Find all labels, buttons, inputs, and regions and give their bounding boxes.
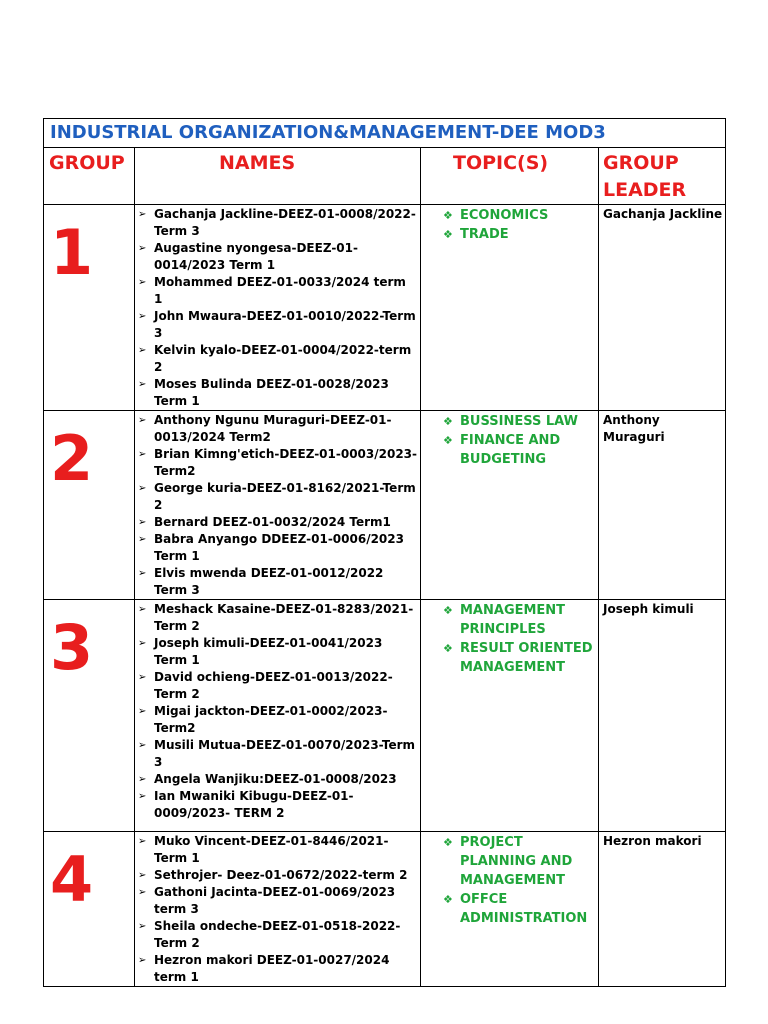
member-name: Hezron makori DEEZ-01-0027/2024 term 1 — [154, 953, 390, 984]
topic-item — [443, 431, 594, 469]
topic-item — [443, 225, 594, 244]
topic-label: OFFCE ADMINISTRATION — [460, 892, 588, 926]
four-diamond-bullet-icon: ❖ — [443, 642, 453, 655]
topic-list — [421, 205, 598, 244]
group-leader-name: Gachanja Jackline — [599, 205, 726, 411]
member-name: Gachanja Jackline-DEEZ-01-0008/2022-Term 3 — [154, 207, 416, 238]
topic-item — [443, 206, 594, 225]
topic-label: MANAGEMENT PRINCIPLES — [460, 603, 566, 637]
member-item — [138, 635, 418, 669]
member-name: Migai jackton-DEEZ-01-0002/2023-Term2 — [154, 704, 388, 735]
arrowhead-bullet-icon: ➢ — [138, 955, 147, 966]
four-diamond-bullet-icon: ❖ — [443, 434, 453, 447]
four-diamond-bullet-icon: ❖ — [443, 209, 453, 222]
table-title: INDUSTRIAL ORGANIZATION&MANAGEMENT-DEE MOD3 — [44, 119, 726, 148]
topic-item — [443, 890, 594, 928]
group-leader-name: Hezron makori — [599, 832, 726, 987]
group-number: 1 — [44, 205, 135, 411]
member-item — [138, 833, 418, 867]
four-diamond-bullet-icon: ❖ — [443, 228, 453, 241]
group-row — [44, 411, 726, 600]
title-row — [44, 119, 726, 148]
arrowhead-bullet-icon: ➢ — [138, 638, 147, 649]
arrowhead-bullet-icon: ➢ — [138, 534, 147, 545]
member-item — [138, 601, 418, 635]
member-item — [138, 206, 418, 240]
member-item — [138, 308, 418, 342]
topic-label: ECONOMICS — [460, 208, 549, 223]
header-group-leader: GROUP LEADER — [599, 148, 726, 205]
member-name: Mohammed DEEZ-01-0033/2024 term 1 — [154, 275, 406, 306]
member-name: Angela Wanjiku:DEEZ-01-0008/2023 — [154, 772, 397, 786]
member-item — [138, 376, 418, 410]
member-item — [138, 480, 418, 514]
arrowhead-bullet-icon: ➢ — [138, 209, 147, 220]
member-name: Brian Kimng'etich-DEEZ-01-0003/2023-Term2 — [154, 447, 418, 478]
arrowhead-bullet-icon: ➢ — [138, 243, 147, 254]
arrowhead-bullet-icon: ➢ — [138, 706, 147, 717]
member-name: Gathoni Jacinta-DEEZ-01-0069/2023 term 3 — [154, 885, 396, 916]
arrowhead-bullet-icon: ➢ — [138, 415, 147, 426]
group-number: 3 — [44, 600, 135, 832]
topic-label: BUSSINESS LAW — [460, 414, 578, 429]
member-item — [138, 771, 418, 788]
arrowhead-bullet-icon: ➢ — [138, 517, 147, 528]
names-cell — [135, 832, 421, 987]
topic-label: FINANCE AND BUDGETING — [460, 433, 561, 467]
member-name: Sethrojer- Deez-01-0672/2022-term 2 — [154, 868, 408, 882]
member-name: John Mwaura-DEEZ-01-0010/2022-Term 3 — [154, 309, 416, 340]
arrowhead-bullet-icon: ➢ — [138, 311, 147, 322]
group-row — [44, 832, 726, 987]
topic-item — [443, 833, 594, 890]
member-item — [138, 669, 418, 703]
names-cell — [135, 411, 421, 600]
topic-label: RESULT ORIENTED MANAGEMENT — [460, 641, 593, 675]
topic-item — [443, 601, 594, 639]
topic-list — [421, 832, 598, 928]
member-item — [138, 565, 418, 599]
arrowhead-bullet-icon: ➢ — [138, 277, 147, 288]
member-list — [135, 205, 420, 410]
member-item — [138, 342, 418, 376]
group-number: 2 — [44, 411, 135, 600]
member-name: David ochieng-DEEZ-01-0013/2022-Term 2 — [154, 670, 393, 701]
member-item — [138, 884, 418, 918]
member-item — [138, 867, 418, 884]
topic-item — [443, 412, 594, 431]
topics-cell — [421, 205, 599, 411]
member-list — [135, 600, 420, 822]
header-topics: TOPIC(S) — [421, 148, 599, 205]
arrowhead-bullet-icon: ➢ — [138, 672, 147, 683]
group-assignment-table — [43, 118, 726, 987]
topic-list — [421, 600, 598, 677]
arrowhead-bullet-icon: ➢ — [138, 568, 147, 579]
topic-label: PROJECT PLANNING AND MANAGEMENT — [460, 835, 573, 888]
member-name: Muko Vincent-DEEZ-01-8446/2021-Term 1 — [154, 834, 389, 865]
member-name: Moses Bulinda DEEZ-01-0028/2023 Term 1 — [154, 377, 389, 408]
header-group: GROUP — [44, 148, 135, 205]
member-item — [138, 703, 418, 737]
member-name: Anthony Ngunu Muraguri-DEEZ-01-0013/2024 Term2 — [154, 413, 392, 444]
four-diamond-bullet-icon: ❖ — [443, 415, 453, 428]
topic-list — [421, 411, 598, 469]
names-cell — [135, 600, 421, 832]
member-name: Elvis mwenda DEEZ-01-0012/2022 Term 3 — [154, 566, 384, 597]
topics-cell — [421, 600, 599, 832]
member-item — [138, 412, 418, 446]
arrowhead-bullet-icon: ➢ — [138, 921, 147, 932]
member-name: Meshack Kasaine-DEEZ-01-8283/2021-Term 2 — [154, 602, 414, 633]
arrowhead-bullet-icon: ➢ — [138, 604, 147, 615]
member-name: Babra Anyango DDEEZ-01-0006/2023 Term 1 — [154, 532, 404, 563]
header-row — [44, 148, 726, 205]
arrowhead-bullet-icon: ➢ — [138, 483, 147, 494]
member-item — [138, 952, 418, 986]
member-name: Musili Mutua-DEEZ-01-0070/2023-Term 3 — [154, 738, 416, 769]
member-item — [138, 240, 418, 274]
member-name: Augastine nyongesa-DEEZ-01-0014/2023 Term 1 — [154, 241, 358, 272]
group-leader-name: Joseph kimuli — [599, 600, 726, 832]
four-diamond-bullet-icon: ❖ — [443, 893, 453, 906]
arrowhead-bullet-icon: ➢ — [138, 791, 147, 802]
arrowhead-bullet-icon: ➢ — [138, 740, 147, 751]
member-item — [138, 788, 418, 822]
member-name: Joseph kimuli-DEEZ-01-0041/2023 Term 1 — [154, 636, 383, 667]
member-item — [138, 531, 418, 565]
member-name: George kuria-DEEZ-01-8162/2021-Term 2 — [154, 481, 416, 512]
member-item — [138, 514, 418, 531]
member-name: Kelvin kyalo-DEEZ-01-0004/2022-term 2 — [154, 343, 412, 374]
arrowhead-bullet-icon: ➢ — [138, 887, 147, 898]
topic-label: TRADE — [460, 227, 509, 242]
member-item — [138, 918, 418, 952]
group-number: 4 — [44, 832, 135, 987]
group-leader-name: Anthony Muraguri — [599, 411, 726, 600]
four-diamond-bullet-icon: ❖ — [443, 604, 453, 617]
arrowhead-bullet-icon: ➢ — [138, 449, 147, 460]
member-name: Sheila ondeche-DEEZ-01-0518-2022-Term 2 — [154, 919, 401, 950]
topics-cell — [421, 832, 599, 987]
group-row — [44, 600, 726, 832]
member-name: Ian Mwaniki Kibugu-DEEZ-01-0009/2023- TERM 2 — [154, 789, 354, 820]
names-cell — [135, 205, 421, 411]
arrowhead-bullet-icon: ➢ — [138, 345, 147, 356]
four-diamond-bullet-icon: ❖ — [443, 836, 453, 849]
member-item — [138, 446, 418, 480]
member-item — [138, 737, 418, 771]
header-names: NAMES — [135, 148, 421, 205]
member-list — [135, 411, 420, 599]
topic-item — [443, 639, 594, 677]
member-list — [135, 832, 420, 986]
arrowhead-bullet-icon: ➢ — [138, 870, 147, 881]
member-name: Bernard DEEZ-01-0032/2024 Term1 — [154, 515, 391, 529]
topics-cell — [421, 411, 599, 600]
member-item — [138, 274, 418, 308]
arrowhead-bullet-icon: ➢ — [138, 774, 147, 785]
arrowhead-bullet-icon: ➢ — [138, 379, 147, 390]
arrowhead-bullet-icon: ➢ — [138, 836, 147, 847]
group-row — [44, 205, 726, 411]
